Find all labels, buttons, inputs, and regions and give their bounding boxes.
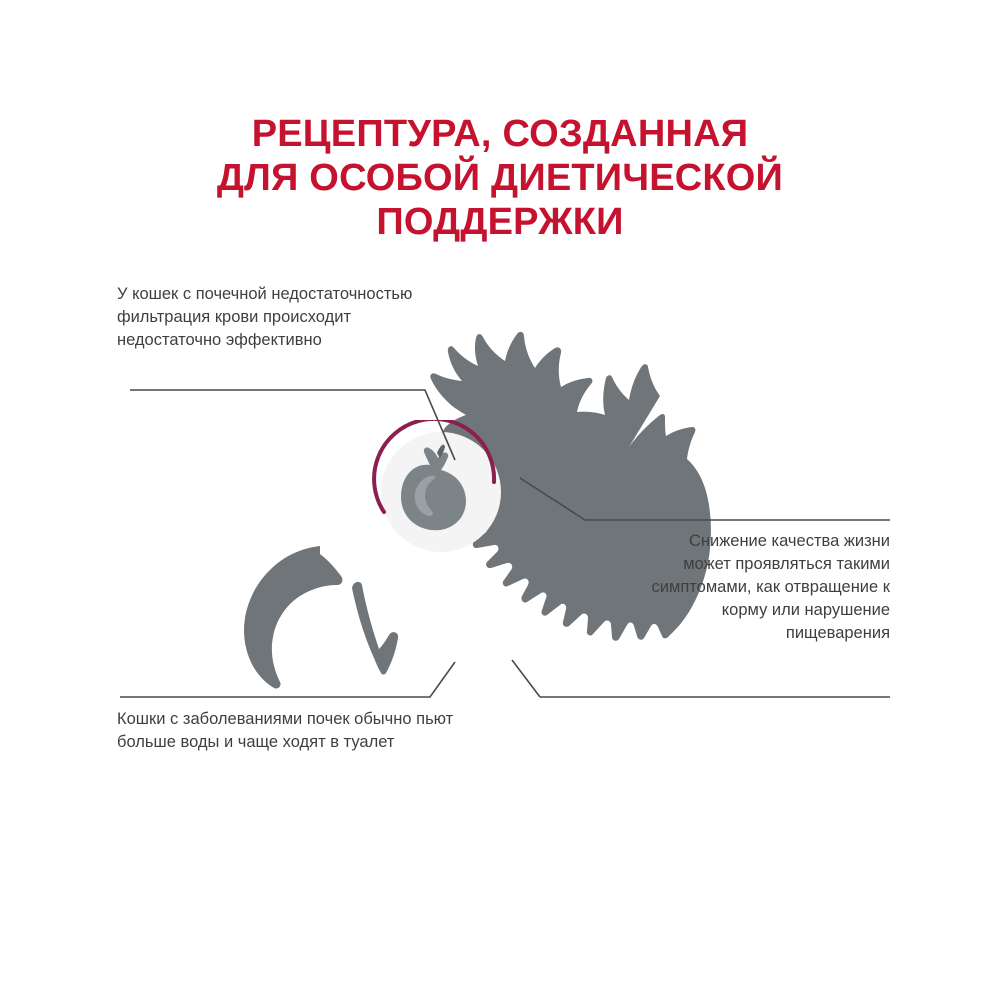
kidney-highlight — [368, 420, 514, 560]
page-title-line-3: ПОДДЕРЖКИ — [376, 201, 624, 243]
page-title-line-1: РЕЦЕПТУРА, СОЗДАННАЯ — [251, 113, 749, 155]
callout-bottom-left: Кошки с заболеваниями почек обычно пьют больше воды и чаще ходят в туалет — [117, 710, 454, 751]
callout-right: Снижение качества жизни может проявляться такими симптомами, как отвращение к корму или нарушение пищеварения — [651, 532, 890, 642]
highlight-ring-icon — [368, 420, 514, 560]
page-title-line-2: ДЛЯ ОСОБОЙ ДИЕТИЧЕСКОЙ — [216, 157, 784, 199]
callout-top-left: У кошек с почечной недостаточностью фильтрация крови происходит недостаточно эффективно — [117, 285, 413, 349]
